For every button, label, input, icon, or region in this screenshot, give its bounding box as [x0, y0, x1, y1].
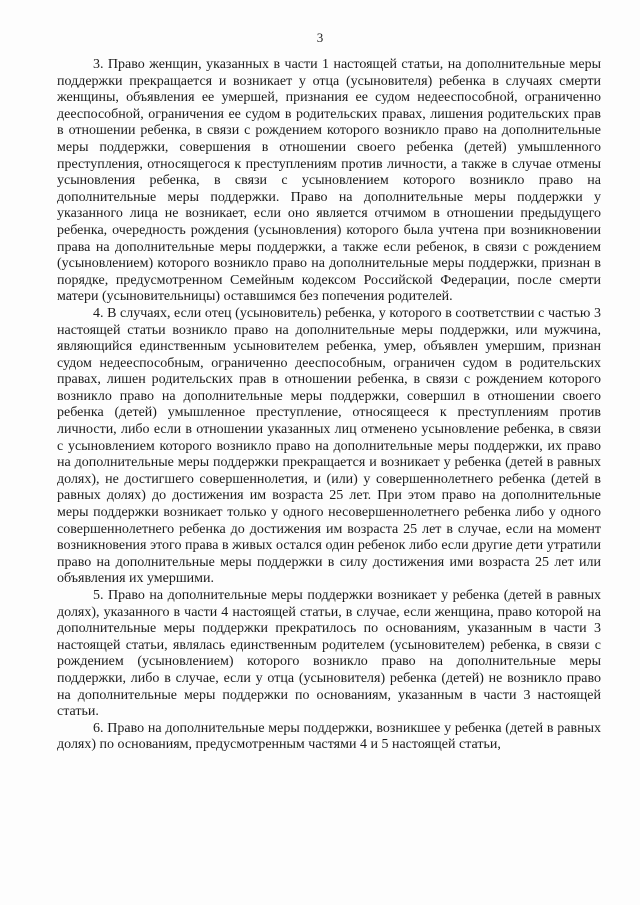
paragraph-part-3: 3. Право женщин, указанных в части 1 настоящей статьи, на дополнительные меры поддержки прекращается и возникает у отца (усыновителя) ребенка в случаях смерти женщины, объявления ее умершей, признания ее судом недееспособной, ограниченно дееспособной, ограничения ее судом в родительских правах, лишения родительских прав в отношении ребенка, в связи с рождением которого возникло право на дополнительные меры поддержки, совершения в отношении своего ребенка (детей) умышленного преступления, относящегося к преступлениям против личности, а также в случае отмены усыновления ребенка, в связи с усыновлением которого возникло право на дополнительные меры поддержки. Право на дополнительные меры поддержки у указанного лица не возникает, если оно является отчимом в отношении предыдущего ребенка, очередность рождения (усыновления) которого была учтена при возникновении права на дополнительные меры поддержки, а также если ребенок, в связи с рождением (усыновлением) которого возникло право на дополнительные меры поддержки, признан в порядке, предусмотренном Семейным кодексом Российской Федерации, после смерти матери (усыновительницы) оставшимся без попечения родителей.	[57, 57, 601, 305]
document-body	[57, 57, 601, 754]
paragraph-part-6: 6. Право на дополнительные меры поддержки, возникшее у ребенка (детей в равных долях) по основаниям, предусмотренным частями 4 и 5 настоящей статьи,	[57, 720, 601, 753]
paragraph-part-5: 5. Право на дополнительные меры поддержки возникает у ребенка (детей в равных долях), указанного в части 4 настоящей статьи, в случае, если женщина, право которой на дополнительные меры поддержки прекратилось по основаниям, указанным в части 3 настоящей статьи, являлась единственным родителем (усыновителем) ребенка, в связи с рождением (усыновлением) которого возникло право на дополнительные меры поддержки, либо в случае, если у отца (усыновителя) ребенка (детей) не возникло право на дополнительные меры поддержки по основаниям, указанным в части 3 настоящей статьи.	[57, 588, 601, 720]
paragraph-part-4: 4. В случаях, если отец (усыновитель) ребенка, у которого в соответствии с частью 3 настоящей статьи возникло право на дополнительные меры поддержки, или мужчина, являющийся единственным усыновителем ребенка, умер, объявлен умершим, признан судом недееспособным, ограниченно дееспособным, ограничен судом в родительских правах, лишен родительских прав в отношении ребенка, в связи с рождением которого возникло право на дополнительные меры поддержки, совершил в отношении своего ребенка (детей) умышленное преступление, относящееся к преступлениям против личности, либо если в отношении указанных лиц отменено усыновление ребенка, в связи с усыновлением которого возникло право на дополнительные меры поддержки, их право на дополнительные меры поддержки прекращается и возникает у ребенка (детей в равных долях), не достигшего совершеннолетия, и (или) у совершеннолетнего ребенка (детей в равных долях) до достижения им возраста 25 лет. При этом право на дополнительные меры поддержки возникает только у одного несовершеннолетнего ребенка либо у одного совершеннолетнего ребенка до достижения им возраста 25 лет в случае, если на момент возникновения этого права в живых остался один ребенок либо если другие дети утратили право на дополнительные меры поддержки в силу достижения ими возраста 25 лет или объявления их умершими.	[57, 305, 601, 587]
page-number: 3	[316, 30, 324, 45]
